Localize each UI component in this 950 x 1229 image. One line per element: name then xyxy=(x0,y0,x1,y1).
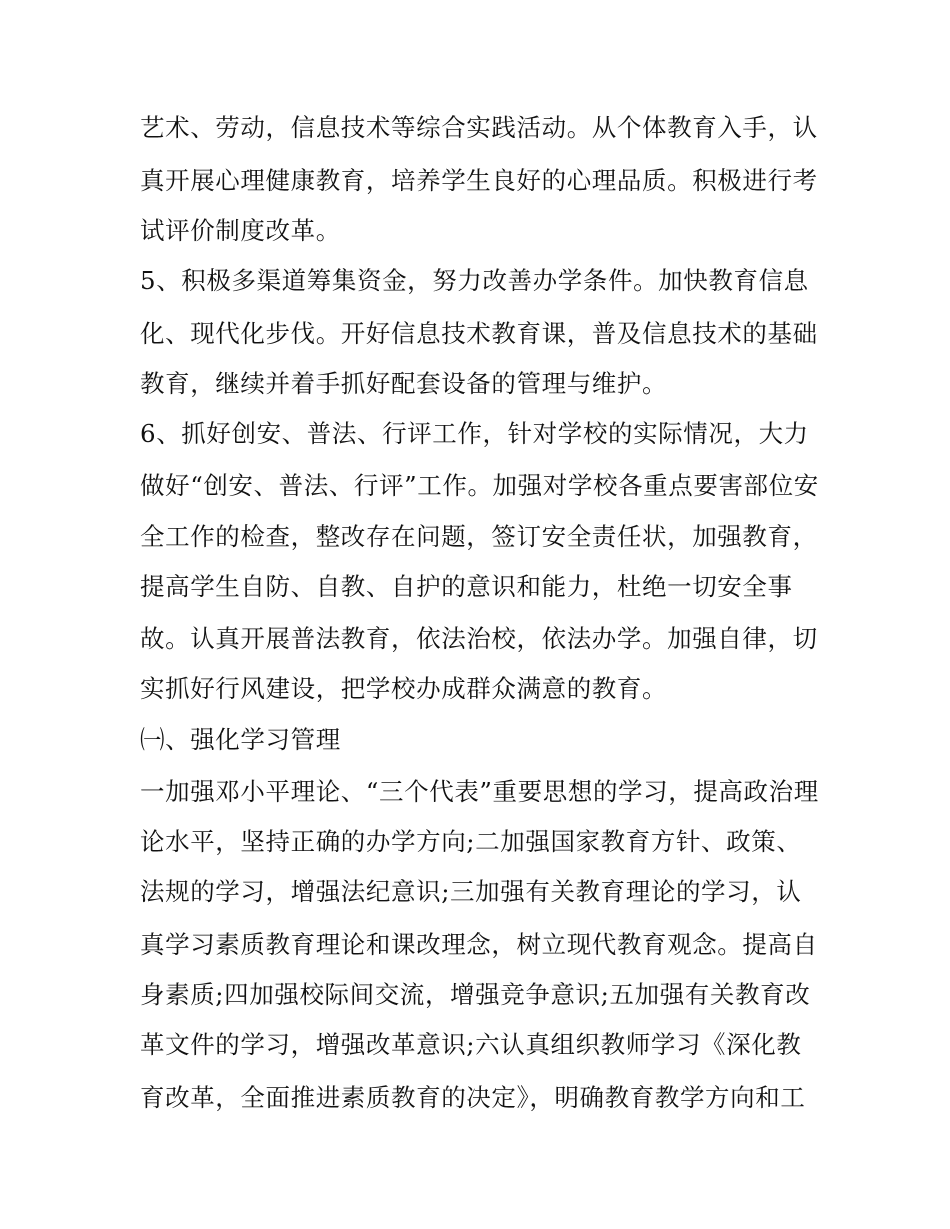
section-heading: ㈠、强化学习管理 xyxy=(140,725,341,754)
text-line-2: 真开展心理健康教育，培养学生良好的心理品质。积极进行考 xyxy=(140,166,818,195)
text-line-3: 试评价制度改革。 xyxy=(140,216,341,245)
text-line-7: 6、抓好创安、普法、行评工作，针对学校的实际情况，大力 xyxy=(140,419,809,448)
text-line-9: 全工作的检查，整改存在问题，签订安全责任状，加强教育， xyxy=(140,522,818,551)
text-line-10: 提高学生自防、自教、自护的意识和能力，杜绝一切安全事 xyxy=(140,572,793,601)
text-line-14: 一加强邓小平理论、“三个代表”重要思想的学习，提高政治理 xyxy=(140,777,819,806)
text-line-6: 教育，继续并着手抓好配套设备的管理与维护。 xyxy=(140,369,668,398)
text-line-11: 故。认真开展普法教育，依法治校，依法办学。加强自律，切 xyxy=(140,624,818,653)
text-line-16: 法规的学习，增强法纪意识;三加强有关教育理论的学习，认 xyxy=(140,877,802,906)
text-line-19: 革文件的学习，增强改革意识;六认真组织教师学习《深化教 xyxy=(140,1030,802,1059)
text-line-1: 艺术、劳动，信息技术等综合实践活动。从个体教育入手，认 xyxy=(140,113,818,142)
text-line-15: 论水平，坚持正确的办学方向;二加强国家教育方针、政策、 xyxy=(140,827,802,856)
text-line-12: 实抓好行风建设，把学校办成群众满意的教育。 xyxy=(140,674,668,703)
text-line-4: 5、积极多渠道筹集资金，努力改善办学条件。加快教育信息 xyxy=(140,266,809,295)
text-line-20: 育改革，全面推进素质教育的决定》，明确教育教学方向和工 xyxy=(140,1083,806,1112)
text-line-17: 真学习素质教育理论和课改理念，树立现代教育观念。提高自 xyxy=(140,930,818,959)
text-line-8: 做好“创安、普法、行评”工作。加强对学校各重点要害部位安 xyxy=(140,471,819,500)
text-line-5: 化、现代化步伐。开好信息技术教育课，普及信息技术的基础 xyxy=(140,319,818,348)
text-line-18: 身素质;四加强校际间交流，增强竞争意识;五加强有关教育改 xyxy=(140,980,811,1009)
